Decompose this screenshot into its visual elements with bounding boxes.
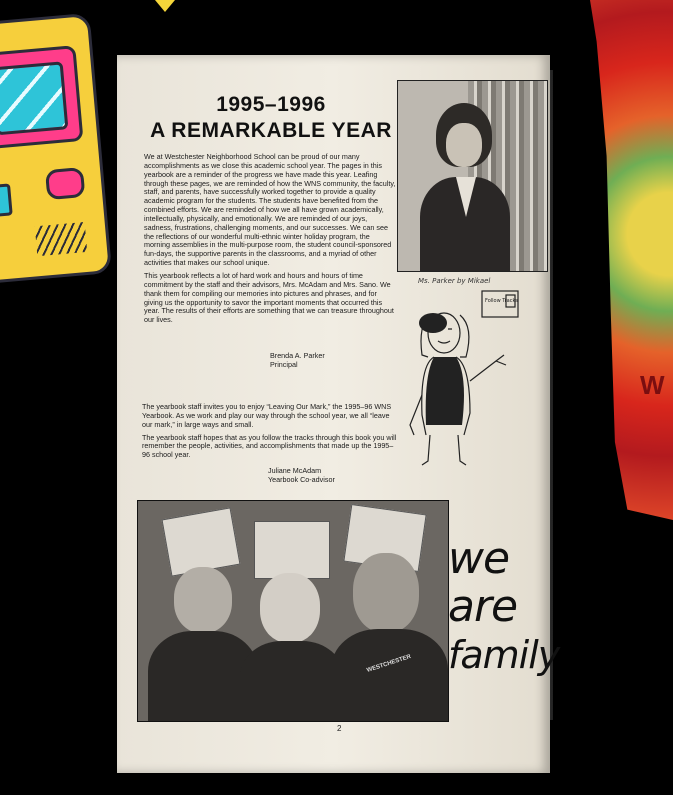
principal-paragraph-2: This yearbook reflects a lot of hard work and hours and hours of time commitment by the staff and their advisors, Mrs. McAdam and Mrs. Sano. We thank them for compiling our memories into pictures and phrases, and for giving us the opportunity to savor the important moments that occurred this year. The results of their efforts are something that we can treasure throughout our lives.: [144, 270, 394, 325]
drawing-sign-text: Follow Tracks: [485, 298, 518, 304]
drawing-hair-right: [460, 315, 469, 357]
principal-title: Principal: [270, 360, 298, 369]
kid-middle-face: [260, 573, 320, 643]
handwriting-we: we: [448, 533, 510, 584]
drawing-legs: [422, 435, 466, 465]
gameboy-dpad-icon: [0, 183, 13, 218]
staff-title: Yearbook Co-advisor: [268, 475, 335, 484]
page-title: [140, 92, 402, 144]
tie-dye-letter: W: [640, 370, 665, 400]
staff-name: Juliane McAdam: [268, 466, 322, 475]
kid-middle-paper-crown: [254, 521, 330, 579]
kid-right-face: [353, 553, 419, 633]
principal-photo: [397, 80, 548, 272]
principal-name: Brenda A. Parker: [270, 351, 325, 360]
gameboy-sticker: [0, 13, 112, 284]
handwriting-are: are: [448, 581, 518, 632]
drawing-caption: Ms. Parker by Mikael: [418, 277, 491, 285]
kid-right-shirt: [331, 629, 448, 722]
kid-left-face: [174, 567, 232, 633]
handwriting-family: family: [448, 633, 560, 677]
page-number: 2: [337, 724, 342, 733]
kid-right: [323, 501, 448, 721]
title-remarkable-year: A REMARKABLE YEAR: [150, 119, 392, 142]
gameboy-screen: [0, 61, 68, 135]
yellow-triangle-sticker: [155, 0, 175, 12]
kids-photo: [137, 500, 449, 722]
drawing-arm-left: [410, 395, 422, 435]
gameboy-screen-frame: [0, 45, 84, 149]
child-drawing: [400, 285, 545, 500]
drawing-hair-fill: [419, 313, 447, 333]
drawing-dress: [426, 357, 464, 425]
gameboy-speaker-grille: [35, 222, 87, 256]
principal-signature: [270, 351, 325, 369]
staff-paragraph-2: The yearbook staff hopes that as you follow the tracks through this book you will remember the people, activities, and accomplishments that made up the 1995–96 school year.: [142, 432, 397, 460]
gameboy-button-icon: [45, 167, 85, 200]
tie-dye-sticker: [590, 0, 673, 520]
staff-signature: [268, 466, 335, 484]
title-years: 1995–1996: [216, 93, 326, 116]
staff-paragraph-1: The yearbook staff invites you to enjoy “Leaving Our Mark,” the 1995–96 WNS Yearbook. As we work and play our way through the school year, we all “leave our mark,” in large ways and small.: [142, 402, 392, 429]
principal-paragraph-1: We at Westchester Neighborhood School can be proud of our many accomplishments as we close this academic school year. The pages in this yearbook are a reminder of the progress we have made this year. Leafing through these pages, we are reminded of how the WNS community, the faculty, staff, and parents, have successfully worked together to provide a quality academic program for the students. The students have benefited from the combined efforts. We are reminded of how we all have grown academically, intellectually, physically, and emotionally. We are reminded of our joys, sadness, frustrations, challenging moments, and our successes. We can see the reflections of our wonderful multi-ethnic winter holiday program, the morning assemblies in the multi-purpose room, the student council-sponsored fun-days, the supportive parents in the classrooms, and a myriad of other activities that makes our school unique.: [144, 152, 396, 268]
principal-face: [446, 123, 482, 167]
staff-letter: [142, 403, 398, 464]
shirt-print-text: WESTCHESTER: [366, 654, 412, 674]
drawing-arm-raised: [470, 355, 506, 381]
handwritten-note: [448, 535, 558, 679]
principal-letter: [144, 153, 396, 329]
